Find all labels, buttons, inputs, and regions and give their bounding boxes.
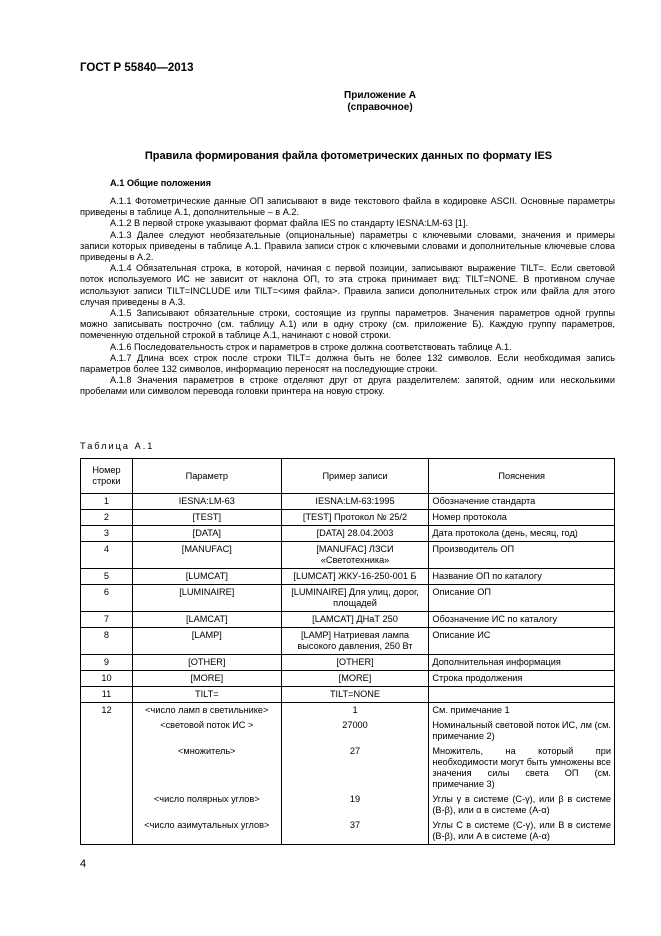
annex-title: Приложение А bbox=[344, 90, 416, 101]
table-row bbox=[81, 818, 615, 845]
header-parameter: Параметр bbox=[132, 459, 281, 494]
example-cell: [DATA] 28.04.2003 bbox=[281, 526, 429, 542]
paragraph: А.1.3 Далее следуют необязательные (опциональные) параметры с ключевыми словами, значения и примеры записи которых приведены в таблице А.1. Правила записи строк с ключевыми словами и дополнительные ключевые слова приведены в А.2. bbox=[80, 229, 615, 263]
table-row bbox=[81, 687, 615, 703]
example-cell: [LUMCAT] ЖКУ-16-250-001 Б bbox=[281, 569, 429, 585]
example-cell: IESNA:LM-63:1995 bbox=[281, 494, 429, 510]
main-title: Правила формирования файла фотометрических данных по формату IES bbox=[144, 150, 553, 162]
header-row-number: Номер строки bbox=[81, 459, 133, 494]
row-number: 12 bbox=[81, 703, 133, 719]
note-cell: Обозначение ИС по каталогу bbox=[429, 612, 615, 628]
table-row bbox=[81, 585, 615, 612]
row-number: 6 bbox=[81, 585, 133, 612]
parameter-cell: <число азимутальных углов> bbox=[132, 818, 281, 845]
table-row bbox=[81, 542, 615, 569]
paragraph: А.1.4 Обязательная строка, в которой, начиная с первой позиции, записывают выражение TILT=. Если световой поток используемого ИС не зависит от наклона ОП, то эта строка принимает вид: TILT=NONE. В противном случае используют записи TILT=INCLUDE или TILT=<имя файла>. Правила записи дополнительных строк или файла для этого случая приведены в А.3. bbox=[80, 263, 615, 307]
body-text bbox=[80, 196, 615, 398]
parameter-cell: [LUMCAT] bbox=[132, 569, 281, 585]
header-example: Пример записи bbox=[281, 459, 429, 494]
table-header-row bbox=[81, 459, 615, 494]
example-cell: 27000 bbox=[281, 718, 429, 744]
note-cell: Производитель ОП bbox=[429, 542, 615, 569]
row-number: 10 bbox=[81, 671, 133, 687]
row-number: 7 bbox=[81, 612, 133, 628]
example-cell: 1 bbox=[281, 703, 429, 719]
table-body bbox=[81, 494, 615, 845]
section-title: А.1 Общие положения bbox=[110, 178, 211, 188]
row-number: 3 bbox=[81, 526, 133, 542]
page-number: 4 bbox=[80, 858, 87, 870]
table-row bbox=[81, 569, 615, 585]
note-cell: Углы γ в системе (C-γ), или β в системе (B-β), или α в системе (A-α) bbox=[429, 792, 615, 818]
table-row bbox=[81, 628, 615, 655]
parameter-cell: [LAMCAT] bbox=[132, 612, 281, 628]
note-cell: Строка продолжения bbox=[429, 671, 615, 687]
header-notes: Пояснения bbox=[429, 459, 615, 494]
example-cell: 37 bbox=[281, 818, 429, 845]
paragraph: А.1.2 В первой строке указывают формат файла IES по стандарту IESNA:LM-63 [1]. bbox=[110, 218, 469, 229]
parameter-cell: [OTHER] bbox=[132, 655, 281, 671]
table-row bbox=[81, 655, 615, 671]
parameter-cell: [MANUFAC] bbox=[132, 542, 281, 569]
example-cell: 19 bbox=[281, 792, 429, 818]
note-cell: Обозначение стандарта bbox=[429, 494, 615, 510]
note-cell: Дата протокола (день, месяц, год) bbox=[429, 526, 615, 542]
table-row bbox=[81, 703, 615, 719]
parameter-cell: [MORE] bbox=[132, 671, 281, 687]
example-cell: [OTHER] bbox=[281, 655, 429, 671]
table-caption: Таблица А.1 bbox=[80, 441, 155, 451]
note-cell: Дополнительная информация bbox=[429, 655, 615, 671]
example-cell: TILT=NONE bbox=[281, 687, 429, 703]
parameter-cell: <световой поток ИС > bbox=[132, 718, 281, 744]
row-number bbox=[81, 818, 133, 845]
note-cell: Название ОП по каталогу bbox=[429, 569, 615, 585]
note-cell bbox=[429, 687, 615, 703]
parameter-cell: [TEST] bbox=[132, 510, 281, 526]
paragraph: А.1.1 Фотометрические данные ОП записывают в виде текстового файла в кодировке ASCII. Основные параметры приведены в таблице А.1, дополнительные – в А.2. bbox=[80, 196, 615, 218]
row-number: 5 bbox=[81, 569, 133, 585]
note-cell: Описание ОП bbox=[429, 585, 615, 612]
parameter-cell: IESNA:LM-63 bbox=[132, 494, 281, 510]
row-number: 9 bbox=[81, 655, 133, 671]
paragraph: А.1.7 Длина всех строк после строки TILT= должна быть не более 132 символов. Если необходимая запись параметров более 132 символов, информацию переносят на последующие строки. bbox=[80, 352, 615, 375]
note-cell: Описание ИС bbox=[429, 628, 615, 655]
row-number: 8 bbox=[81, 628, 133, 655]
table-row bbox=[81, 718, 615, 744]
row-number: 2 bbox=[81, 510, 133, 526]
example-cell: [LAMP] Натриевая лампа высокого давления, 250 Вт bbox=[281, 628, 429, 655]
parameter-cell: [LUMINAIRE] bbox=[132, 585, 281, 612]
row-number bbox=[81, 718, 133, 744]
parameter-cell: [DATA] bbox=[132, 526, 281, 542]
parameters-table bbox=[80, 458, 615, 845]
paragraph: А.1.6 Последовательность строк и параметров в строке должна соответствовать таблице А.1. bbox=[110, 341, 512, 352]
table-row bbox=[81, 612, 615, 628]
paragraph: А.1.8 Значения параметров в строке отделяют друг от друга разделителем: запятой, одним или несколькими пробелами или символом перевода головки принтера на новую строку. bbox=[80, 375, 615, 397]
table-row bbox=[81, 792, 615, 818]
example-cell: 27 bbox=[281, 744, 429, 792]
note-cell: Номинальный световой поток ИС, лм (см. примечание 2) bbox=[429, 718, 615, 744]
table-row bbox=[81, 744, 615, 792]
row-number: 4 bbox=[81, 542, 133, 569]
document-id: ГОСТ Р 55840—2013 bbox=[80, 62, 194, 74]
row-number: 11 bbox=[81, 687, 133, 703]
row-number: 1 bbox=[81, 494, 133, 510]
row-number bbox=[81, 744, 133, 792]
example-cell: [MORE] bbox=[281, 671, 429, 687]
table-row bbox=[81, 510, 615, 526]
parameter-cell: <множитель> bbox=[132, 744, 281, 792]
note-cell: Углы C в системе (C-γ), или B в системе (B-β), или A в системе (A-α) bbox=[429, 818, 615, 845]
parameter-cell: <число ламп в светильнике> bbox=[132, 703, 281, 719]
parameter-cell: [LAMP] bbox=[132, 628, 281, 655]
paragraph: А.1.5 Записывают обязательные строки, состоящие из группы параметров. Значения параметров одной группы можно записывать построчно (см. таблицу А.1) или в одну строку (см. приложение Б). Каждую группу параметров, помеченную отдельной строкой в таблице А.1, начинают с новой строки. bbox=[80, 308, 615, 341]
note-cell: Множитель, на который при необходимости могут быть умножены все значения силы света ОП (см. примечание 3) bbox=[429, 744, 615, 792]
annex-subtitle: (справочное) bbox=[347, 102, 413, 113]
parameter-cell: <число полярных углов> bbox=[132, 792, 281, 818]
example-cell: [LAMCAT] ДНаТ 250 bbox=[281, 612, 429, 628]
example-cell: [LUMINAIRE] Для улиц, дорог, площадей bbox=[281, 585, 429, 612]
table-row bbox=[81, 526, 615, 542]
row-number bbox=[81, 792, 133, 818]
table-row bbox=[81, 494, 615, 510]
table-row bbox=[81, 671, 615, 687]
parameter-cell: TILT= bbox=[132, 687, 281, 703]
example-cell: [MANUFAC] ЛЗСИ «Светотехника» bbox=[281, 542, 429, 569]
note-cell: См. примечание 1 bbox=[429, 703, 615, 719]
note-cell: Номер протокола bbox=[429, 510, 615, 526]
example-cell: [TEST] Протокол № 25/2 bbox=[281, 510, 429, 526]
